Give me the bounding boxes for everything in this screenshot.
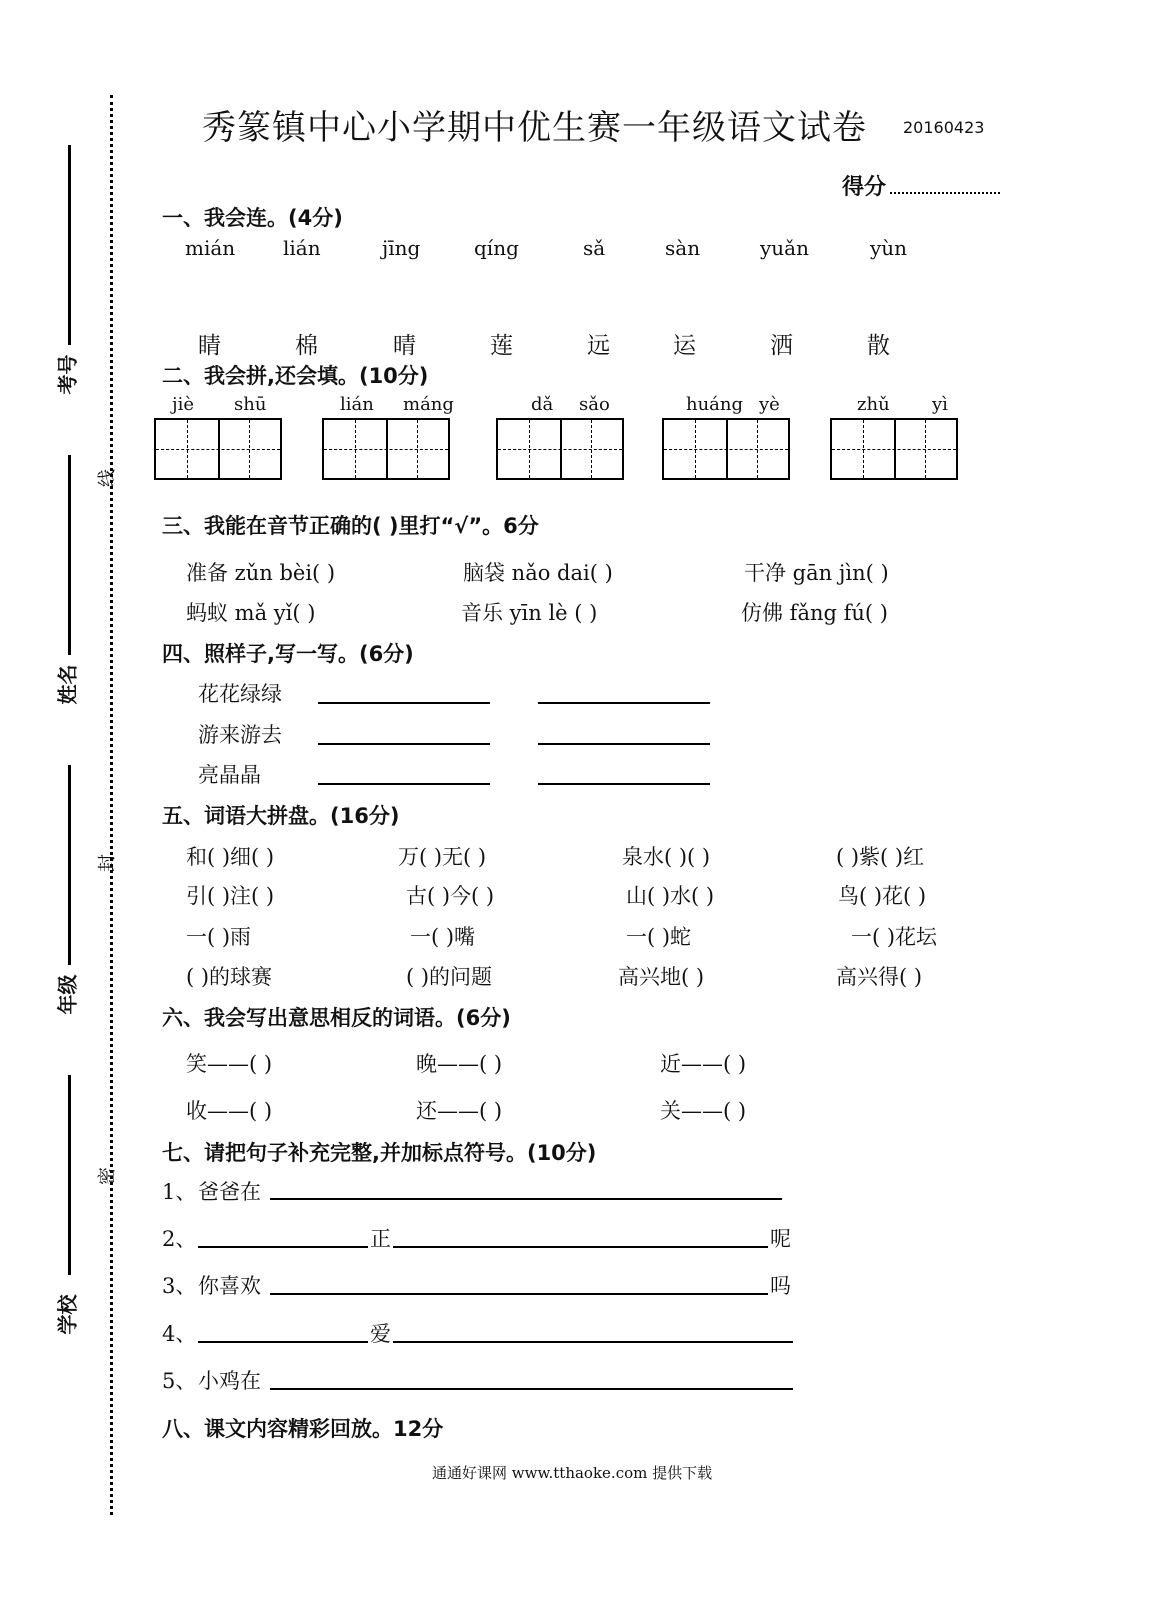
section-5-heading: 五、词语大拼盘。(16分) [162,804,400,828]
s2-pinyin: dǎ [531,394,554,415]
s2-pinyin: lián [340,394,374,415]
s4-example: 游来游去 [198,723,282,747]
s5-item: ( )的球赛 [186,965,273,989]
s5-item: 引( )注( ) [186,884,275,908]
s3-item: 仿佛 fǎng fú( ) [741,601,888,625]
s5-item: 一( )雨 [186,925,252,949]
s2-pinyin: máng [403,394,454,415]
tianzige-box-2[interactable] [322,418,450,480]
score-blank[interactable] [890,180,1000,194]
s4-blank[interactable] [538,783,710,785]
s1-pinyin: sàn [665,236,701,260]
s4-blank[interactable] [318,702,490,704]
grade-label: 年级 [55,974,80,1015]
tianzige-box-1[interactable] [154,418,282,480]
section-4-heading: 四、照样子,写一写。(6分) [162,642,414,666]
s1-char: 晴 [393,333,416,359]
school-label: 学校 [55,1294,80,1335]
s1-pinyin: yuǎn [760,236,809,260]
name-line [68,455,71,655]
seal-char-seal: 封 [97,854,118,872]
s1-char: 棉 [295,333,318,359]
s7-end: 吗 [770,1274,791,1298]
s1-pinyin: sǎ [583,236,606,260]
s7-mid: 爱 [370,1322,391,1346]
s7-end: 呢 [770,1227,791,1251]
s7-blank[interactable] [198,1246,368,1248]
s5-item: 鸟( )花( ) [838,884,927,908]
section-2-heading: 二、我会拼,还会填。(10分) [162,364,429,388]
s4-blank[interactable] [538,743,710,745]
s4-blank[interactable] [318,743,490,745]
score-label: 得分 [842,175,887,200]
exam-number-label: 考号 [55,354,80,395]
s7-mid: 正 [370,1227,391,1251]
s5-item: 和( )细( ) [186,845,275,869]
s1-pinyin: mián [185,236,236,260]
exam-date: 20160423 [903,118,985,137]
s5-item: 泉水( )( ) [622,845,711,869]
s2-pinyin: shū [234,394,267,415]
s1-char: 睛 [198,333,221,359]
s7-num: 3、 [162,1274,197,1298]
s1-pinyin: jīng [382,236,421,260]
s5-item: 高兴得( ) [836,965,923,989]
school-line [68,1075,71,1275]
s1-char: 散 [867,333,890,359]
s2-pinyin: zhǔ [857,394,890,415]
section-3-heading: 三、我能在音节正确的( )里打“√”。6分 [162,514,539,538]
s5-item: 万( )无( ) [398,845,487,869]
s2-pinyin: huáng [686,394,744,415]
grade-line [68,765,71,965]
s3-item: 准备 zǔn bèi( ) [186,561,336,585]
s5-item: 一( )嘴 [410,925,476,949]
s1-char: 莲 [490,333,513,359]
s6-item: 笑——( ) [186,1052,273,1076]
s7-blank[interactable] [393,1246,768,1248]
exam-number-line [68,145,71,345]
tianzige-box-4[interactable] [662,418,790,480]
s1-char: 洒 [770,333,793,359]
s5-item: 高兴地( ) [618,965,705,989]
s5-item: ( )的问题 [406,965,493,989]
s3-item: 干净 gān jìn( ) [744,561,889,585]
s7-num: 2、 [162,1227,197,1251]
s1-pinyin: lián [283,236,321,260]
s4-example: 亮晶晶 [198,763,261,787]
s7-num: 4、 [162,1322,197,1346]
section-6-heading: 六、我会写出意思相反的词语。(6分) [162,1006,511,1030]
s5-item: 一( )蛇 [626,925,692,949]
s1-pinyin: qíng [474,236,519,260]
s7-prefix: 小鸡在 [198,1369,261,1393]
s7-prefix: 爸爸在 [198,1180,261,1204]
s5-item: ( )紫( )红 [836,845,925,869]
s5-item: 一( )花坛 [851,925,938,949]
name-label: 姓名 [55,664,80,705]
s3-item: 音乐 yīn lè ( ) [461,601,598,625]
s4-blank[interactable] [538,702,710,704]
s6-item: 关——( ) [660,1099,747,1123]
s2-pinyin: jiè [172,394,194,415]
s7-blank[interactable] [270,1198,782,1200]
s6-item: 收——( ) [186,1099,273,1123]
s1-char: 远 [587,333,610,359]
s2-pinyin: sǎo [579,394,610,415]
s1-char: 运 [673,333,696,359]
section-8-heading: 八、课文内容精彩回放。12分 [162,1417,444,1441]
s2-pinyin: yì [932,394,948,415]
s7-prefix: 你喜欢 [198,1274,261,1298]
s6-item: 晚——( ) [416,1052,503,1076]
section-1-heading: 一、我会连。(4分) [162,206,343,230]
s6-item: 近——( ) [660,1052,747,1076]
page-title: 秀篆镇中心小学期中优生赛一年级语文试卷 [202,108,867,148]
s3-item: 蚂蚁 mǎ yǐ( ) [186,601,316,625]
s5-item: 古( )今( ) [406,884,495,908]
s5-item: 山( )水( ) [626,884,715,908]
s7-blank[interactable] [270,1388,793,1390]
s7-num: 5、 [162,1369,197,1393]
s7-blank[interactable] [198,1341,368,1343]
section-7-heading: 七、请把句子补充完整,并加标点符号。(10分) [162,1141,597,1165]
s7-num: 1、 [162,1180,197,1204]
s7-blank[interactable] [270,1293,768,1295]
footer-credit: 通通好课网 www.tthaoke.com 提供下载 [432,1464,713,1482]
tianzige-box-5[interactable] [830,418,958,480]
s6-item: 还——( ) [416,1099,503,1123]
binding-dotted-line [110,95,113,1515]
s4-blank[interactable] [318,783,490,785]
s3-item: 脑袋 nǎo dai( ) [463,561,613,585]
s1-pinyin: yùn [870,236,908,260]
s4-example: 花花绿绿 [198,682,282,706]
s7-blank[interactable] [393,1341,793,1343]
s2-pinyin: yè [759,394,780,415]
tianzige-box-3[interactable] [496,418,624,480]
seal-char-secret: 密 [97,1167,118,1185]
seal-char-line: 线 [97,469,118,487]
